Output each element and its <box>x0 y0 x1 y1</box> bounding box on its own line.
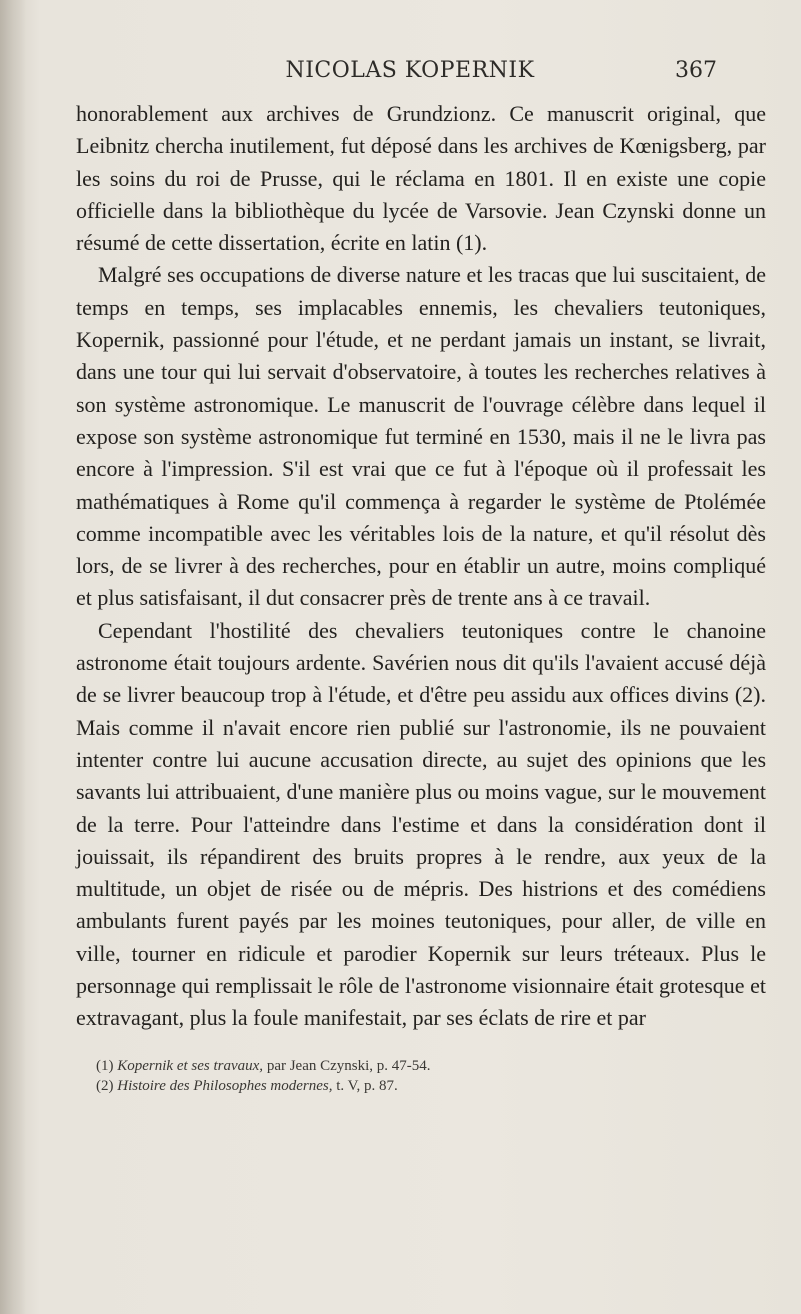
paragraph-2: Malgré ses occupations de diverse nature et les tracas que lui suscitaient, de temps en temps, ses implacables ennemis, les chevaliers teutoniques, Kopernik, passionné pour l'étude, et ne perdant jamais un instant, se livrait, dans une tour qui lui servait d'observatoire, à toutes les recherches relatives à son système astronomique. Le manuscrit de l'ouvrage célèbre dans lequel il expose son système astronomique fut terminé en 1530, mais il ne le livra pas encore à l'impression. S'il est vrai que ce fut à l'époque où il professait les mathématiques à Rome qu'il commença à regarder le système de Ptolémée comme incompatible avec les véritables lois de la nature, et qu'il résolut dès lors, de se livrer à des recherches, pour en établir un autre, moins compliqué et plus satisfaisant, il dut consacrer près de trente ans à ce travail. <box>76 262 766 611</box>
running-header <box>0 58 801 92</box>
paragraph-1: honorablement aux archives de Grundzionz. Ce manuscrit original, que Leibnitz chercha inutilement, fut déposé dans les archives de Kœnigsberg, par les soins du roi de Prusse, qui le réclama en 1801. Il en existe une copie officielle dans la bibliothèque du lycée de Varsovie. Jean Czynski donne un résumé de cette dissertation, écrite en latin (1). <box>76 101 766 256</box>
footnote-marker: (1) <box>96 1058 114 1074</box>
footnote-1 <box>96 1056 756 1076</box>
paragraph-3: Cependant l'hostilité des chevaliers teutoniques contre le chanoine astronome était toujours ardente. Savérien nous dit qu'ils l'avaient accusé déjà de se livrer beaucoup trop à l'étude, et d'être peu assidu aux offices divins (2). Mais comme il n'avait encore rien publié sur l'astronomie, ils ne pouvaient intenter contre lui aucune accusation directe, au sujet des opinions que les savants lui attribuaient, d'une manière plus ou moins vague, sur le mouvement de la terre. Pour l'atteindre dans l'estime et dans la considération dont il jouissait, ils répandirent des bruits propres à le rendre, aux yeux de la multitude, un objet de risée ou de mépris. Des histrions et des comédiens ambulants furent payés par les moines teutoniques, pour aller, de ville en ville, tourner en ridicule et parodier Kopernik sur leurs tréteaux. Plus le personnage qui remplissait le rôle de l'astronome visionnaire était grotesque et extravagant, plus la foule manifestait, par ses éclats de rire et par <box>76 617 766 1031</box>
body-text <box>76 98 766 1035</box>
footnote-citation: t. V, p. 87. <box>332 1078 398 1094</box>
footnote-2 <box>96 1076 756 1096</box>
binding-shadow <box>0 0 26 1314</box>
footnote-marker: (2) <box>96 1078 114 1094</box>
footnotes <box>96 1056 756 1096</box>
footnote-citation: par Jean Czynski, p. 47-54. <box>263 1058 431 1074</box>
footnote-title: Histoire des Philosophes modernes, <box>117 1078 333 1094</box>
page-number: 367 <box>675 58 717 83</box>
footnote-title: Kopernik et ses travaux, <box>117 1058 264 1074</box>
running-title: NICOLAS KOPERNIK <box>285 58 535 83</box>
